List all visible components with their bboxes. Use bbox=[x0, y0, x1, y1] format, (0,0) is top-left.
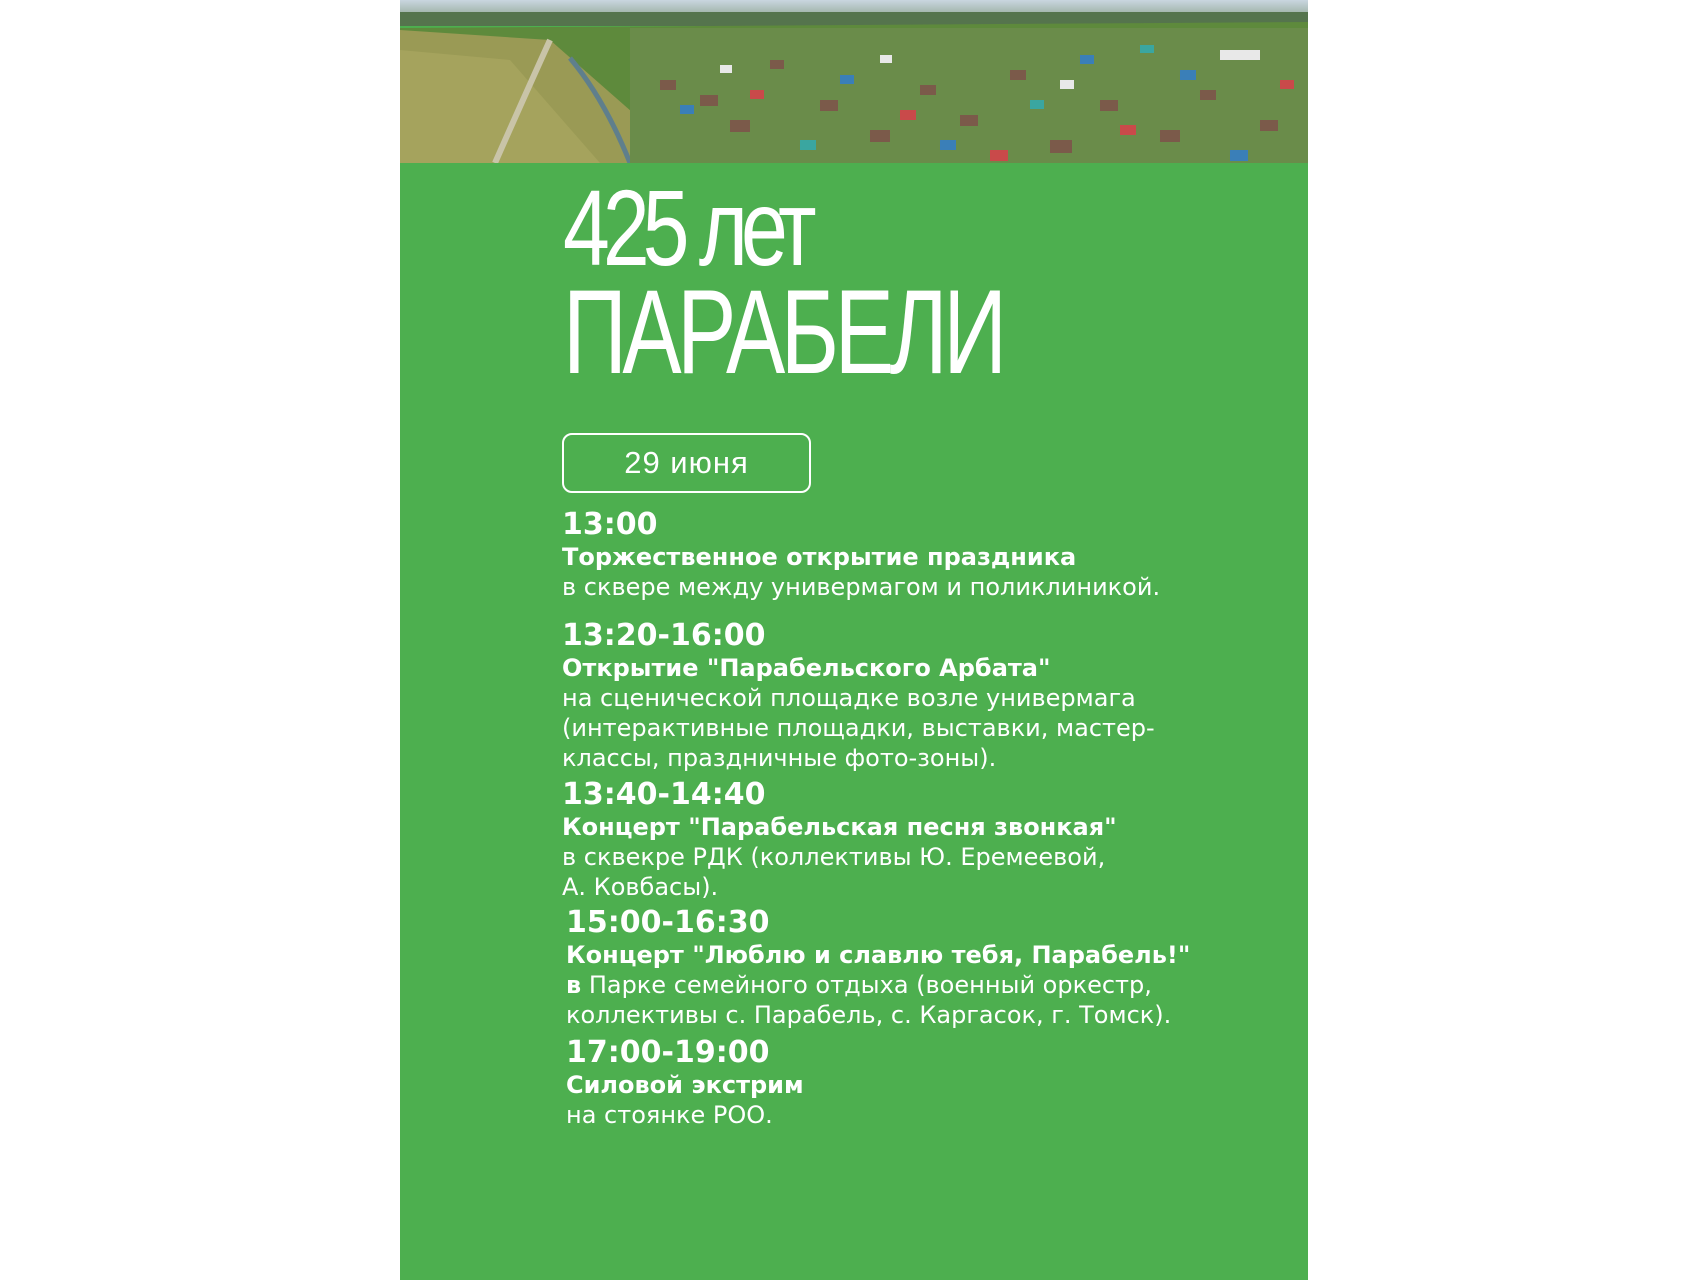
event-description: на стоянке РОО. bbox=[566, 1101, 773, 1129]
event-description-text: Парке семейного отдыха (военный оркестр, bbox=[581, 971, 1152, 999]
event-time: 13:00 bbox=[562, 507, 658, 542]
event-name: Силовой экстрим bbox=[566, 1071, 804, 1099]
event-description: на сценической площадке возле универмага bbox=[562, 684, 1136, 712]
event-item bbox=[562, 508, 1262, 602]
event-name: Открытие "Парабельского Арбата" bbox=[562, 654, 1051, 682]
date-badge: 29 июня bbox=[562, 433, 811, 493]
poster bbox=[400, 0, 1308, 1280]
title-town-name: ПАРАБЕЛИ bbox=[563, 265, 1003, 399]
event-time: 17:00-19:00 bbox=[566, 1035, 770, 1070]
event-name: Концерт "Парабельская песня звонкая" bbox=[562, 813, 1117, 841]
event-time: 15:00-16:30 bbox=[566, 905, 770, 940]
event-item bbox=[562, 619, 1262, 773]
title-anniversary: 425 лет bbox=[563, 167, 810, 288]
event-description: в сквере между универмагом и поликлиникой. bbox=[562, 573, 1161, 601]
event-description: в сквекре РДК (коллективы Ю. Еремеевой, bbox=[562, 843, 1106, 871]
event-description: (интерактивные площадки, выставки, мастер- bbox=[562, 714, 1155, 742]
event-name: Торжественное открытие праздника bbox=[562, 543, 1077, 571]
event-description: классы, праздничные фото-зоны). bbox=[562, 744, 997, 772]
poster-title bbox=[563, 167, 1157, 399]
event-item bbox=[562, 778, 1262, 902]
event-description: коллективы с. Парабель, с. Каргасок, г. Томск). bbox=[566, 1001, 1172, 1029]
event-lead-word: в bbox=[566, 971, 582, 999]
event-item bbox=[566, 906, 1266, 1030]
village-aerial-photo bbox=[400, 0, 1308, 163]
event-description bbox=[566, 970, 1266, 1000]
event-name: Концерт "Люблю и славлю тебя, Парабель!" bbox=[566, 941, 1191, 969]
event-description: А. Ковбасы). bbox=[562, 873, 719, 901]
event-item bbox=[566, 1036, 1266, 1130]
event-time: 13:20-16:00 bbox=[562, 618, 766, 653]
event-time: 13:40-14:40 bbox=[562, 777, 766, 812]
